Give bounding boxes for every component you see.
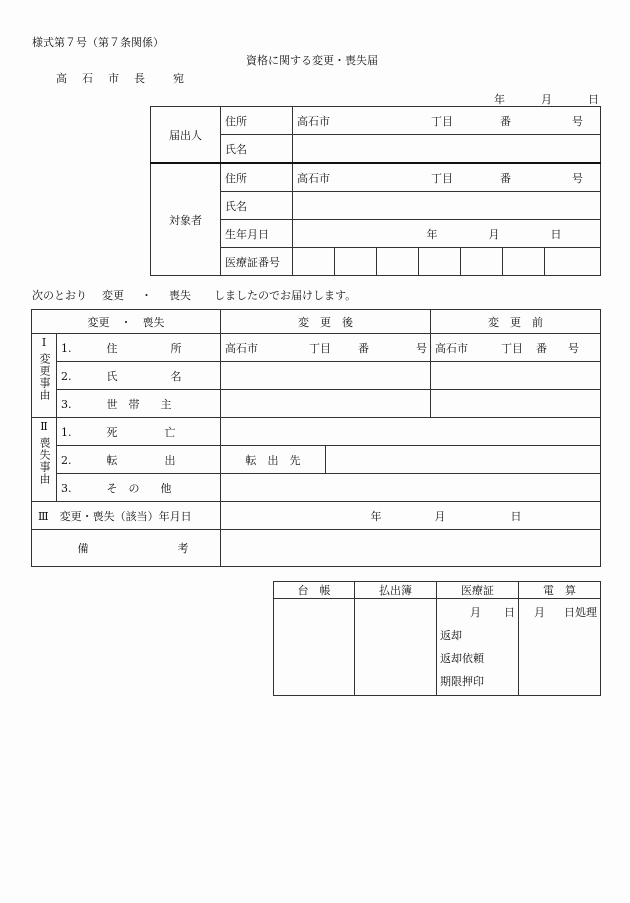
loss-death-field[interactable] xyxy=(221,418,601,446)
subject-city: 高石市 xyxy=(297,171,330,185)
item-label-b: 名 xyxy=(170,369,182,383)
applicant-go: 号 xyxy=(572,114,583,128)
subject-section-label: 対象者 xyxy=(151,163,221,276)
item-label-a: 住 xyxy=(106,341,118,355)
header-ledger: 台 帳 xyxy=(274,582,355,599)
ledger-cell[interactable] xyxy=(274,599,355,696)
after-go: 号 xyxy=(416,341,427,355)
applicant-name-field[interactable] xyxy=(293,135,601,164)
den-date-line xyxy=(522,601,597,624)
notice-line xyxy=(32,287,356,303)
item-label-a: 氏 xyxy=(106,369,118,383)
card-digit-box[interactable] xyxy=(503,248,545,276)
date-month-label: 月 xyxy=(541,93,552,106)
date-year-label: 年 xyxy=(494,93,505,106)
remarks-field[interactable] xyxy=(221,530,601,567)
applicant-address-field[interactable] xyxy=(293,107,601,135)
before-householder-field[interactable] xyxy=(431,390,601,418)
after-chome: 丁目 xyxy=(309,341,331,355)
item-label-a: そ の xyxy=(106,481,140,495)
subject-address-field[interactable] xyxy=(293,163,601,192)
remarks-label-b: 考 xyxy=(177,542,189,555)
med-item-return-request: 返却依頼 xyxy=(440,652,484,665)
med-item-return: 返却 xyxy=(440,629,462,642)
med-month: 月 xyxy=(470,606,481,619)
change-loss-table xyxy=(31,309,601,567)
header-change-loss: 変更 ・ 喪失 xyxy=(32,310,221,334)
change-item-name[interactable] xyxy=(57,362,221,390)
header-before: 変 更 前 xyxy=(431,310,601,334)
item-num: 2. xyxy=(61,453,72,467)
notice-change-option[interactable]: 変更 xyxy=(102,289,124,302)
subject-ban: 番 xyxy=(500,171,511,185)
change-reason-vertical: 変更事由 xyxy=(38,353,51,401)
change-date-year: 年 xyxy=(370,509,382,523)
loss-section-cell xyxy=(32,418,57,502)
item-label-b: 出 xyxy=(164,453,176,467)
den-month: 月 xyxy=(534,606,545,619)
medical-card-cell[interactable] xyxy=(437,599,519,696)
change-item-address[interactable] xyxy=(57,334,221,362)
applicant-subject-table xyxy=(150,106,601,276)
item-label-a: 世 帯 xyxy=(106,397,140,411)
page-title: 資格に関する変更・喪失届 xyxy=(246,54,378,67)
applicant-name-label: 氏名 xyxy=(221,135,293,164)
item-label-b: 主 xyxy=(160,397,172,411)
header-payout-book: 払出簿 xyxy=(355,582,437,599)
item-num: 2. xyxy=(61,369,72,383)
loss-item-moveout[interactable] xyxy=(57,446,221,474)
loss-section-numeral: Ⅱ xyxy=(40,420,48,433)
subject-address-label: 住所 xyxy=(221,163,293,192)
subject-dob-month: 月 xyxy=(488,227,500,241)
card-digit-box[interactable] xyxy=(545,248,601,276)
after-ban: 番 xyxy=(358,341,369,355)
card-digit-box[interactable] xyxy=(377,248,419,276)
date-day-label: 日 xyxy=(588,93,599,106)
item-label-a: 死 xyxy=(106,425,118,439)
item-num: 1. xyxy=(61,425,72,439)
item-label-b: 所 xyxy=(170,341,182,355)
med-date-line xyxy=(440,601,515,624)
applicant-ban: 番 xyxy=(500,114,511,128)
card-digit-box[interactable] xyxy=(293,248,335,276)
change-date-label: Ⅲ 変更・喪失（該当）年月日 xyxy=(32,502,221,530)
before-name-field[interactable] xyxy=(431,362,601,390)
notice-suffix: しましたのでお届けします。 xyxy=(214,289,357,302)
card-digit-box[interactable] xyxy=(419,248,461,276)
after-householder-field[interactable] xyxy=(221,390,431,418)
change-date-day: 日 xyxy=(510,509,522,523)
item-label-b: 亡 xyxy=(164,425,176,439)
form-number: 様式第７号（第７条関係） xyxy=(32,36,164,49)
card-digit-box[interactable] xyxy=(335,248,377,276)
subject-dob-day: 日 xyxy=(550,227,562,241)
computer-cell[interactable] xyxy=(519,599,601,696)
addressee: 高 石 市 長 宛 xyxy=(56,72,186,85)
item-label-a: 転 xyxy=(106,453,118,467)
applicant-section-label: 届出人 xyxy=(151,107,221,164)
change-section-numeral: Ⅰ xyxy=(41,336,47,349)
item-num: 3. xyxy=(61,397,72,411)
item-label-b: 他 xyxy=(160,481,172,495)
header-after: 変 更 後 xyxy=(221,310,431,334)
subject-name-label: 氏名 xyxy=(221,192,293,220)
card-digit-box[interactable] xyxy=(461,248,503,276)
subject-dob-label: 生年月日 xyxy=(221,220,293,248)
after-name-field[interactable] xyxy=(221,362,431,390)
move-destination-field[interactable] xyxy=(326,446,601,474)
notice-prefix: 次のとおり xyxy=(32,289,87,302)
notice-loss-option[interactable]: 喪失 xyxy=(169,289,191,302)
loss-reason-vertical: 喪失事由 xyxy=(38,437,51,485)
subject-card-label: 医療証番号 xyxy=(221,248,293,276)
subject-name-field[interactable] xyxy=(293,192,601,220)
change-item-householder[interactable] xyxy=(57,390,221,418)
before-go: 号 xyxy=(568,341,579,355)
med-day: 日 xyxy=(504,606,515,619)
payout-book-cell[interactable] xyxy=(355,599,437,696)
before-city: 高石市 xyxy=(435,341,468,355)
move-destination-label: 転 出 先 xyxy=(221,446,326,474)
office-use-table xyxy=(273,581,601,696)
before-chome: 丁目 xyxy=(501,341,523,355)
applicant-city: 高石市 xyxy=(297,114,330,128)
header-medical-card: 医療証 xyxy=(437,582,519,599)
before-ban: 番 xyxy=(536,341,547,355)
after-city: 高石市 xyxy=(225,341,258,355)
applicant-address-label: 住所 xyxy=(221,107,293,135)
after-address-field[interactable] xyxy=(221,334,431,362)
med-item-expiry-stamp: 期限押印 xyxy=(440,675,484,688)
header-computer: 電 算 xyxy=(519,582,601,599)
before-address-field[interactable] xyxy=(431,334,601,362)
remarks-label-a: 備 xyxy=(77,542,89,555)
loss-item-death[interactable] xyxy=(57,418,221,446)
den-day-process: 日処理 xyxy=(564,606,597,619)
change-section-cell xyxy=(32,334,57,418)
item-num: 1. xyxy=(61,341,72,355)
applicant-chome: 丁目 xyxy=(431,114,453,128)
subject-dob-year: 年 xyxy=(426,227,438,241)
change-date-month: 月 xyxy=(434,509,446,523)
notice-dot: ・ xyxy=(141,289,152,302)
subject-go: 号 xyxy=(572,171,583,185)
subject-dob-field[interactable] xyxy=(293,220,601,248)
remarks-label xyxy=(32,530,221,567)
loss-other-field[interactable] xyxy=(221,474,601,502)
subject-chome: 丁目 xyxy=(431,171,453,185)
loss-item-other[interactable] xyxy=(57,474,221,502)
change-date-field[interactable] xyxy=(221,502,601,530)
item-num: 3. xyxy=(61,481,72,495)
